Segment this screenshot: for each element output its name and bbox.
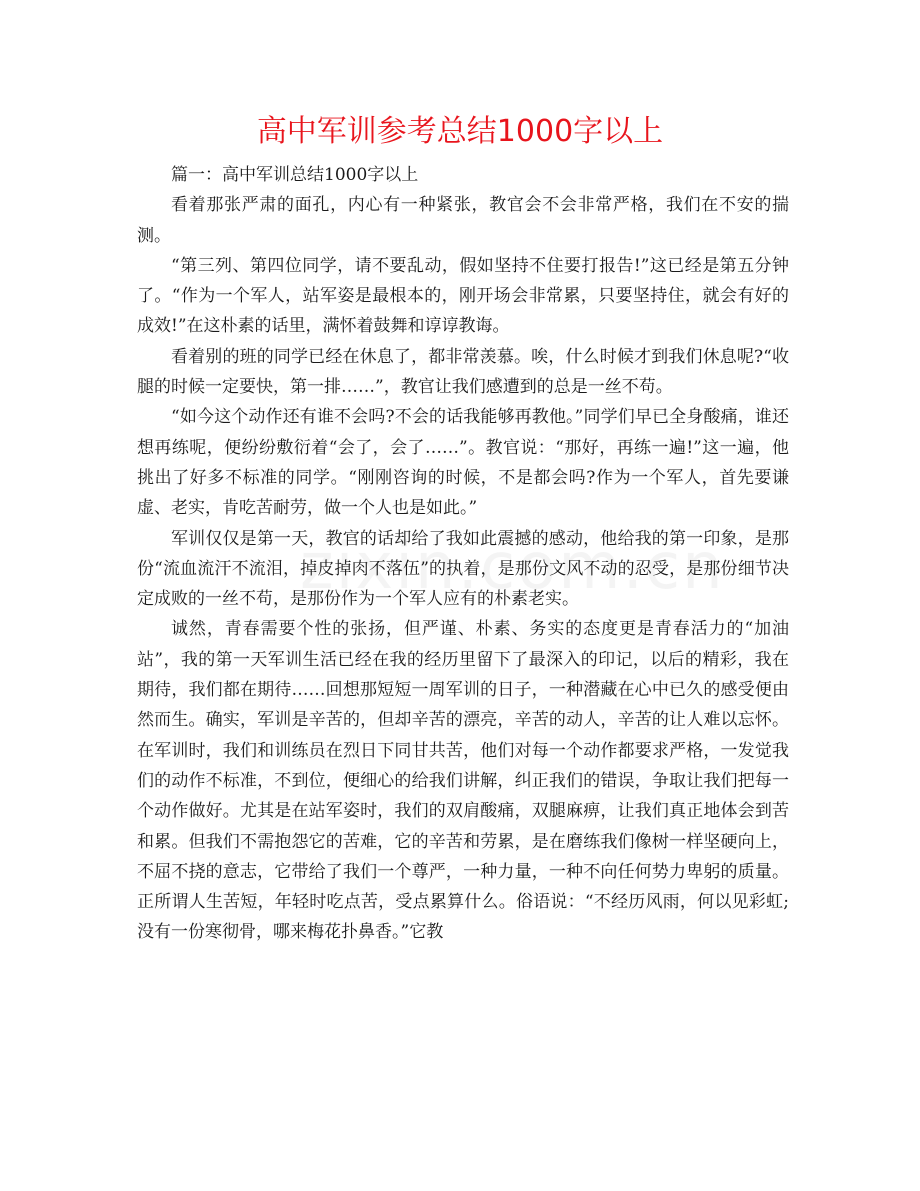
- document-title: 高中军训参考总结1000字以上: [256, 114, 664, 149]
- paragraph: 诚然，青春需要个性的张扬，但严谨、朴素、务实的态度更是青春活力的“加油站”，我的第一天军训生活已经在我的经历里留下了最深入的印记，以后的精彩，我在期待，我们都在期待……回想那短短一周军训的日子，一种潜藏在心中已久的感受便由然而生。确实，军训是辛苦的，但却辛苦的漂亮，辛苦的动人，辛苦的让人难以忘怀。在军训时，我们和训练员在烈日下同甘共苦，他们对每一个动作都要求严格，一发觉我们的动作不标准，不到位，便细心的给我们讲解，纠正我们的错误，争取让我们把每一个动作做好。尤其是在站军姿时，我们的双肩酸痛，双腿麻痹，让我们真正地体会到苦和累。但我们不需抱怨它的苦难，它的辛苦和劳累，是在磨练我们像树一样坚硬向上，不屈不挠的意志，它带给了我们一个尊严，一种力量，一种不向任何势力卑躬的质量。正所谓人生苦短，年轻时吃点苦，受点累算什么。俗语说：“不经历风雨，何以见彩虹;没有一份寒彻骨，哪来梅花扑鼻香。”它教: [137, 619, 789, 943]
- paragraph: 军训仅仅是第一天，教官的话却给了我如此震撼的感动，他给我的第一印象，是那份“流血流汗不流泪，掉皮掉肉不落伍”的执着，是那份文风不动的忍受，是那份细节决定成败的一丝不苟，是那份作为一个军人应有的朴素老实。: [137, 528, 789, 610]
- document-body: [137, 160, 789, 948]
- paragraph: 看着别的班的同学已经在休息了，都非常羡慕。唉，什么时候才到我们休息呢?“收腿的时候一定要快，第一排……”，教官让我们感遭到的总是一丝不苟。: [137, 346, 789, 398]
- section-subtitle: 篇一：高中军训总结1000字以上: [171, 165, 419, 185]
- paragraph: 看着那张严肃的面孔，内心有一种紧张，教官会不会非常严格，我们在不安的揣测。: [137, 195, 789, 246]
- paragraph: “如今这个动作还有谁不会吗?不会的话我能够再教他。”同学们早已全身酸痛，谁还想再练呢，便纷纷敷衍着“会了，会了……”。教官说：“那好，再练一遍!”这一遍，他挑出了好多不标准的同学。“刚刚咨询的时候，不是都会吗?作为一个军人，首先要谦虚、老实，肯吃苦耐劳，做一个人也是如此。”: [137, 407, 789, 519]
- paragraph: “第三列、第四位同学，请不要乱动，假如坚持不住要打报告!”这已经是第五分钟了。“作为一个军人，站军姿是最根本的，刚开场会非常累，只要坚持住，就会有好的成效!”在这朴素的话里，满怀着鼓舞和谆谆教诲。: [137, 255, 789, 337]
